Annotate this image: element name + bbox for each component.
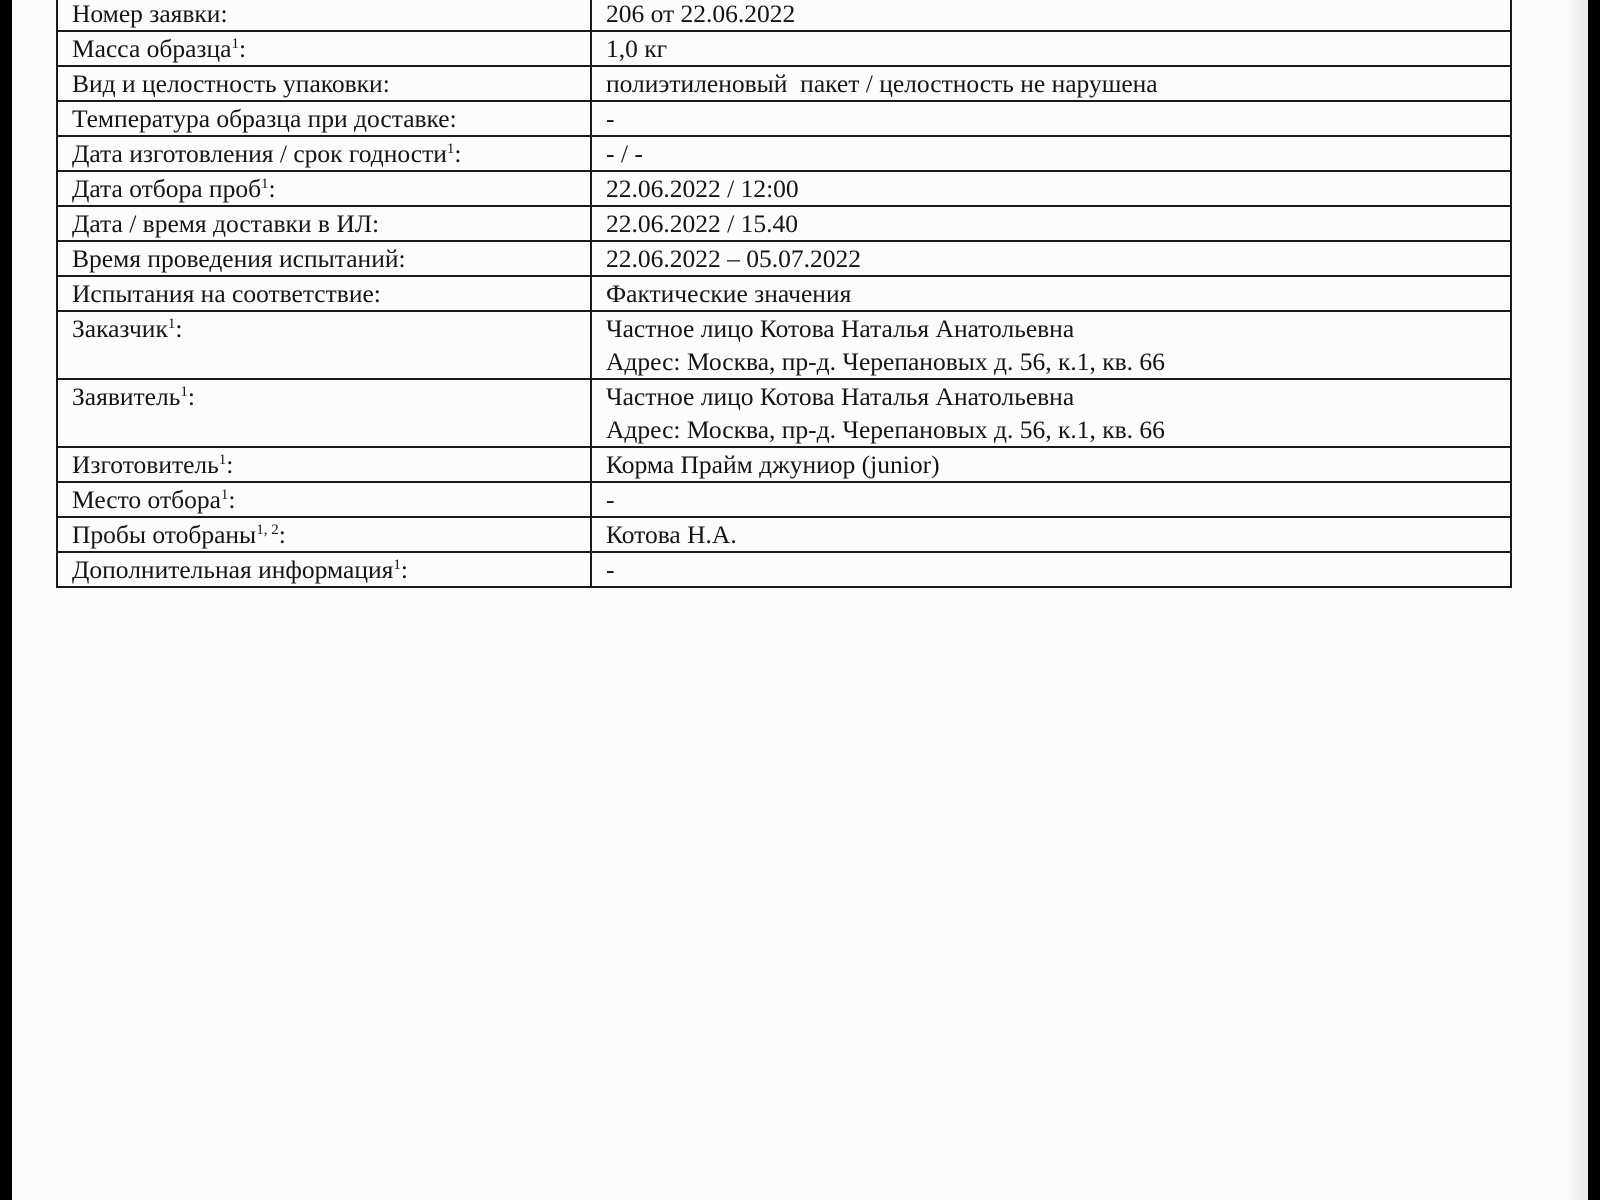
row-label: Заявитель$^1$: bbox=[57, 379, 591, 447]
table-row bbox=[57, 66, 1511, 101]
row-value: - bbox=[591, 552, 1511, 587]
footnote-mark: 1 bbox=[231, 36, 239, 52]
page-edge-shadow bbox=[1566, 0, 1588, 1200]
table-row bbox=[57, 447, 1511, 482]
row-value: Частное лицо Котова Наталья Анатольевна Адрес: Москва, пр-д. Черепановых д. 56, к.1, кв. 66 bbox=[591, 379, 1511, 447]
footnote-mark: 1, 2 bbox=[256, 522, 279, 538]
row-label: Время проведения испытаний: bbox=[57, 241, 591, 276]
footnote-mark: 1 bbox=[220, 487, 229, 503]
row-value: 206 от 22.06.2022 bbox=[591, 0, 1511, 31]
row-label: Дата отбора проб$^1$: bbox=[57, 171, 591, 206]
table-row bbox=[57, 206, 1511, 241]
row-label: Вид и целостность упаковки: bbox=[57, 66, 591, 101]
sample-info-table bbox=[56, 0, 1512, 588]
row-value: 22.06.2022 – 05.07.2022 bbox=[591, 241, 1511, 276]
row-value: Котова Н.А. bbox=[591, 517, 1511, 552]
row-value: Фактические значения bbox=[591, 276, 1511, 311]
row-label: Заказчик$^1$: bbox=[57, 311, 591, 379]
row-label: Пробы отобраны$^{1, 2}$: bbox=[57, 517, 591, 552]
row-label: Место отбора$^1$: bbox=[57, 482, 591, 517]
row-value: полиэтиленовый пакет / целостность не нарушена bbox=[591, 66, 1511, 101]
row-label: Номер заявки: bbox=[57, 0, 591, 31]
table-row bbox=[57, 517, 1511, 552]
footnote-mark: 1 bbox=[167, 316, 176, 332]
row-value: - bbox=[591, 482, 1511, 517]
row-label: Дополнительная информация$^1$: bbox=[57, 552, 591, 587]
row-label: Испытания на соответствие: bbox=[57, 276, 591, 311]
row-label: Температура образца при доставке: bbox=[57, 101, 591, 136]
table-row bbox=[57, 31, 1511, 66]
table-row bbox=[57, 136, 1511, 171]
table-row bbox=[57, 0, 1511, 31]
row-value: Корма Прайм джуниор (junior) bbox=[591, 447, 1511, 482]
table-row bbox=[57, 241, 1511, 276]
row-value: - bbox=[591, 101, 1511, 136]
footnote-mark: 1 bbox=[261, 176, 269, 192]
table-row bbox=[57, 311, 1511, 379]
footnote-mark: 1 bbox=[218, 452, 227, 468]
row-label: Изготовитель$^1$: bbox=[57, 447, 591, 482]
table-row bbox=[57, 379, 1511, 447]
row-value: 22.06.2022 / 12:00 bbox=[591, 171, 1511, 206]
footnote-mark: 1 bbox=[180, 384, 188, 400]
table-row bbox=[57, 171, 1511, 206]
row-value: Частное лицо Котова Наталья Анатольевна Адрес: Москва, пр-д. Черепановых д. 56, к.1, кв. 66 bbox=[591, 311, 1511, 379]
footnote-mark: 1 bbox=[446, 141, 455, 157]
row-value: - / - bbox=[591, 136, 1511, 171]
row-value: 22.06.2022 / 15.40 bbox=[591, 206, 1511, 241]
row-value: 1,0 кг bbox=[591, 31, 1511, 66]
table-row bbox=[57, 482, 1511, 517]
table-row bbox=[57, 276, 1511, 311]
document-page bbox=[12, 0, 1588, 1200]
table-row bbox=[57, 552, 1511, 587]
footnote-mark: 1 bbox=[393, 557, 401, 573]
row-label: Дата / время доставки в ИЛ: bbox=[57, 206, 591, 241]
row-label: Дата изготовления / срок годности$^1$: bbox=[57, 136, 591, 171]
table-row bbox=[57, 101, 1511, 136]
row-label: Масса образца$^1$: bbox=[57, 31, 591, 66]
